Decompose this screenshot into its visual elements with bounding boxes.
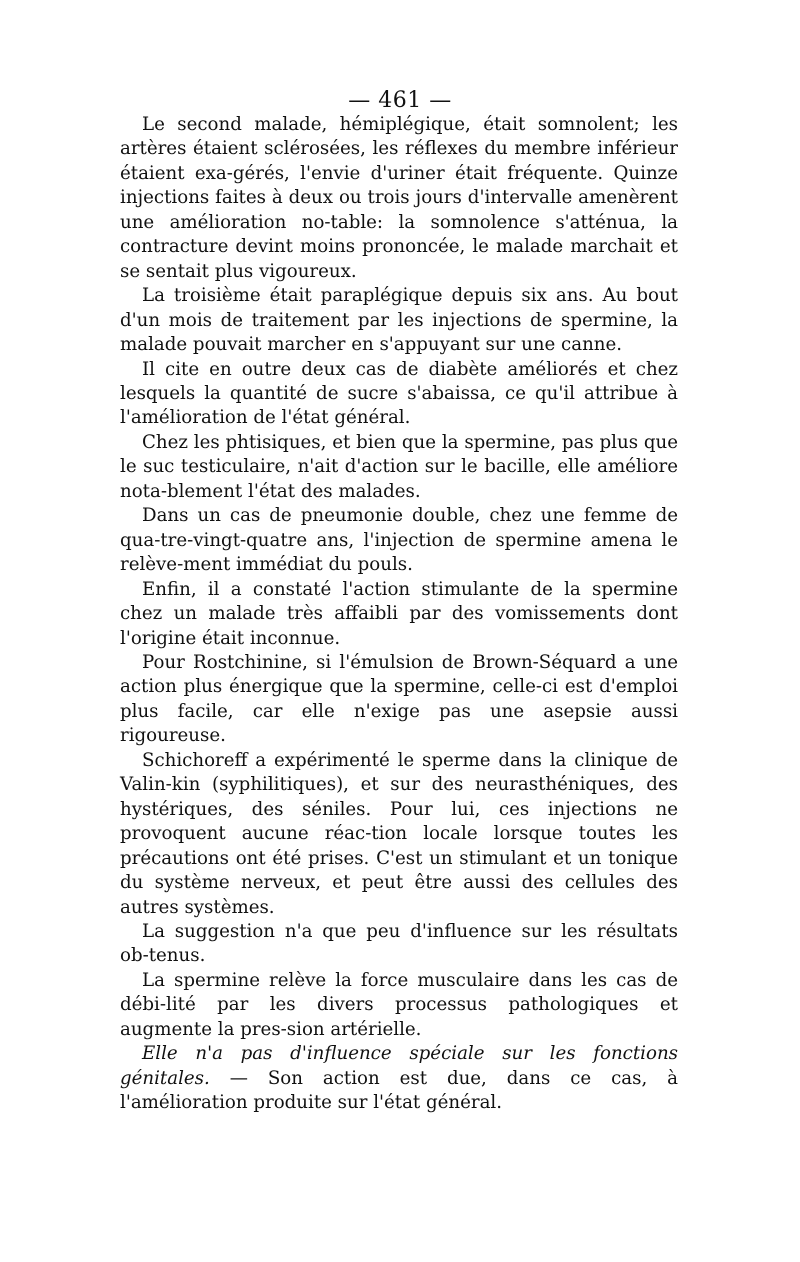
italic-statement: Elle n'a pas d'influence spéciale sur les fonctions génitales. <box>120 1043 678 1089</box>
paragraph: Pour Rostchinine, si l'émulsion de Brown-Séquard a une action plus énergique que la spermine, celle-ci est d'emploi plus facile, car elle n'exige pas une asepsie aussi rigoureuse. <box>120 651 678 747</box>
paragraph: Schichoreff a expérimenté le sperme dans la clinique de Valin-kin (syphilitiques), et sur des neurasthéniques, des hystériques, des séniles. Pour lui, ces injections ne provoquent aucune réac-tion locale lorsque toutes les précautions ont été prises. C'est un stimulant et un tonique du système nerveux, et peut être aussi des cellules des autres systèmes. <box>120 749 678 918</box>
final-paragraph <box>120 1042 678 1115</box>
body-text <box>120 113 678 1116</box>
paragraph: Dans un cas de pneumonie double, chez une femme de qua-tre-vingt-quatre ans, l'injection de spermine amena le relève-ment immédiat du pouls. <box>120 505 678 576</box>
paragraph: La troisième était paraplégique depuis six ans. Au bout d'un mois de traitement par les injections de spermine, la malade pouvait marcher en s'appuyant sur une canne. <box>120 285 678 356</box>
paragraph: Enfin, il a constaté l'action stimulante de la spermine chez un malade très affaibli par des vomissements dont l'origine était inconnue. <box>120 578 678 649</box>
paragraph: La suggestion n'a que peu d'influence sur les résultats ob-tenus. <box>120 920 678 967</box>
paragraph: La spermine relève la force musculaire dans les cas de débi-lité par les divers processus pathologiques et augmente la pres-sion artérielle. <box>120 969 678 1040</box>
paragraph: Le second malade, hémiplégique, était somnolent; les artères étaient sclérosées, les réflexes du membre inférieur étaient exa-gérés, l'envie d'uriner était fréquente. Quinze injections faites à deux ou trois jours d'intervalle amenèrent une amélioration no-table: la somnolence s'atténua, la contracture devint moins prononcée, le malade marchait et se sentait plus vigoureux. <box>120 114 678 282</box>
final-paragraph-rest: — Son action est due, dans ce cas, à l'amélioration produite sur l'état général. <box>120 1067 678 1114</box>
paragraph: Il cite en outre deux cas de diabète améliorés et chez lesquels la quantité de sucre s'abaissa, ce qu'il attribue à l'amélioration de l'état général. <box>120 358 678 429</box>
page-number: — 461 — <box>348 88 452 113</box>
paragraph: Chez les phtisiques, et bien que la spermine, pas plus que le suc testiculaire, n'ait d'action sur le bacille, elle améliore nota-blement l'état des malades. <box>120 431 678 502</box>
